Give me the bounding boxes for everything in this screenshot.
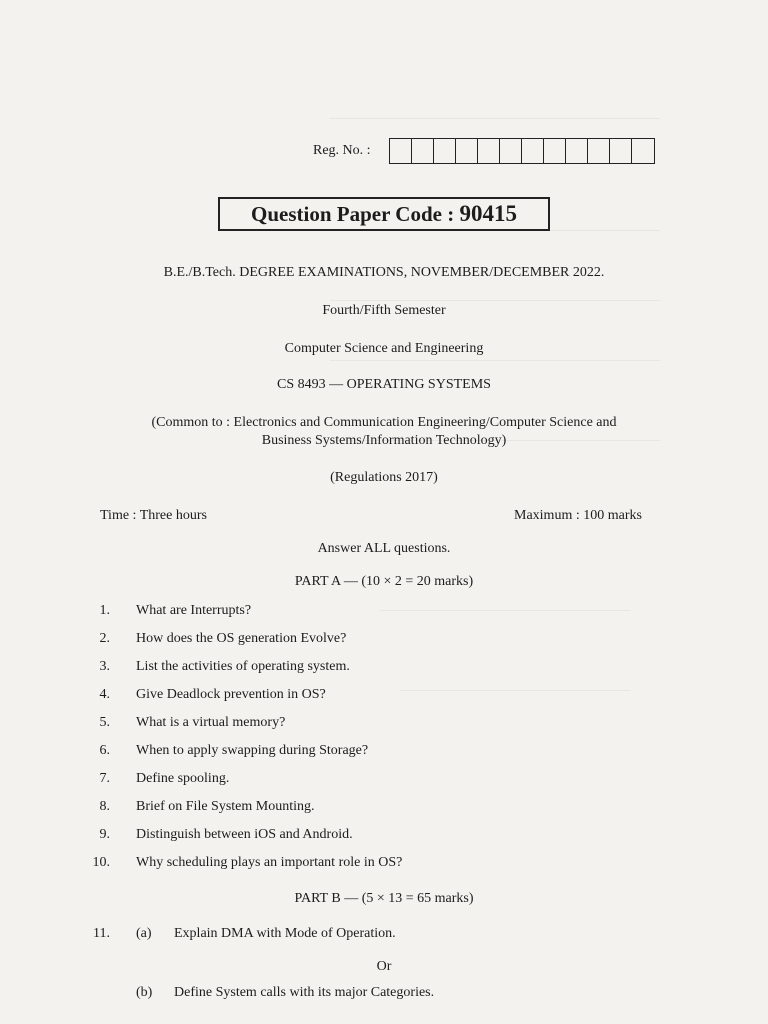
question-number: 6.	[99, 743, 110, 758]
semester: Fourth/Fifth Semester	[322, 303, 446, 318]
reg-no-box[interactable]	[610, 139, 632, 163]
question-number: 11.	[93, 926, 110, 941]
department: Computer Science and Engineering	[284, 341, 484, 356]
question-number: 4.	[99, 687, 110, 702]
reg-no-box[interactable]	[390, 139, 412, 163]
or-separator: Or	[376, 959, 392, 974]
common-line-1: (Common to : Electronics and Communication Engineering/Computer Science and	[151, 415, 617, 430]
question-text: Explain DMA with Mode of Operation.	[174, 926, 396, 941]
question-sub-label: (a)	[136, 926, 152, 941]
question-number: 3.	[99, 659, 110, 674]
subject: CS 8493 — OPERATING SYSTEMS	[277, 377, 491, 392]
reg-no-box[interactable]	[544, 139, 566, 163]
reg-no-box[interactable]	[566, 139, 588, 163]
question-number: 5.	[99, 715, 110, 730]
question-text: Distinguish between iOS and Android.	[136, 827, 353, 842]
instruction: Answer ALL questions.	[317, 541, 451, 556]
reg-no-box[interactable]	[412, 139, 434, 163]
question-text: Define System calls with its major Categories.	[174, 985, 435, 1000]
common-line-2: Business Systems/Information Technology)	[261, 433, 507, 448]
question-text: Brief on File System Mounting.	[136, 799, 315, 814]
reg-no-box[interactable]	[500, 139, 522, 163]
bleed-through-line	[380, 610, 630, 611]
question-text: Why scheduling plays an important role in OS?	[136, 855, 403, 870]
bleed-through-line	[400, 690, 630, 691]
question-text: What is a virtual memory?	[136, 715, 286, 730]
reg-no-boxes[interactable]	[389, 138, 655, 164]
regulations: (Regulations 2017)	[330, 470, 438, 485]
reg-no-box[interactable]	[456, 139, 478, 163]
maximum-marks: Maximum : 100 marks	[514, 508, 642, 523]
question-number: 7.	[99, 771, 110, 786]
question-number: 9.	[99, 827, 110, 842]
question-paper-code-box	[218, 197, 550, 231]
question-text: When to apply swapping during Storage?	[136, 743, 369, 758]
part-a-heading: PART A — (10 × 2 = 20 marks)	[294, 574, 474, 589]
reg-no-box[interactable]	[632, 139, 654, 163]
part-b-heading: PART B — (5 × 13 = 65 marks)	[294, 891, 474, 906]
bleed-through-line	[330, 360, 660, 361]
question-number: 10.	[92, 855, 110, 870]
exam-title: B.E./B.Tech. DEGREE EXAMINATIONS, NOVEMBER/DECEMBER 2022.	[163, 265, 605, 280]
question-number: 8.	[99, 799, 110, 814]
reg-no-box[interactable]	[522, 139, 544, 163]
question-text: How does the OS generation Evolve?	[136, 631, 347, 646]
question-text: Define spooling.	[136, 771, 230, 786]
time-allowed: Time : Three hours	[100, 508, 207, 523]
question-paper-code: 90415	[459, 201, 517, 226]
question-paper-code-label: Question Paper Code :	[251, 202, 460, 226]
question-number: 1.	[99, 603, 110, 618]
reg-no-label: Reg. No. :	[313, 143, 371, 158]
question-text: Give Deadlock prevention in OS?	[136, 687, 326, 702]
question-number: 2.	[99, 631, 110, 646]
bleed-through-line	[330, 300, 660, 301]
reg-no-box[interactable]	[478, 139, 500, 163]
bleed-through-line	[330, 118, 660, 119]
reg-no-box[interactable]	[434, 139, 456, 163]
question-text: List the activities of operating system.	[136, 659, 350, 674]
reg-no-box[interactable]	[588, 139, 610, 163]
question-sub-label: (b)	[136, 985, 153, 1000]
question-text: What are Interrupts?	[136, 603, 252, 618]
